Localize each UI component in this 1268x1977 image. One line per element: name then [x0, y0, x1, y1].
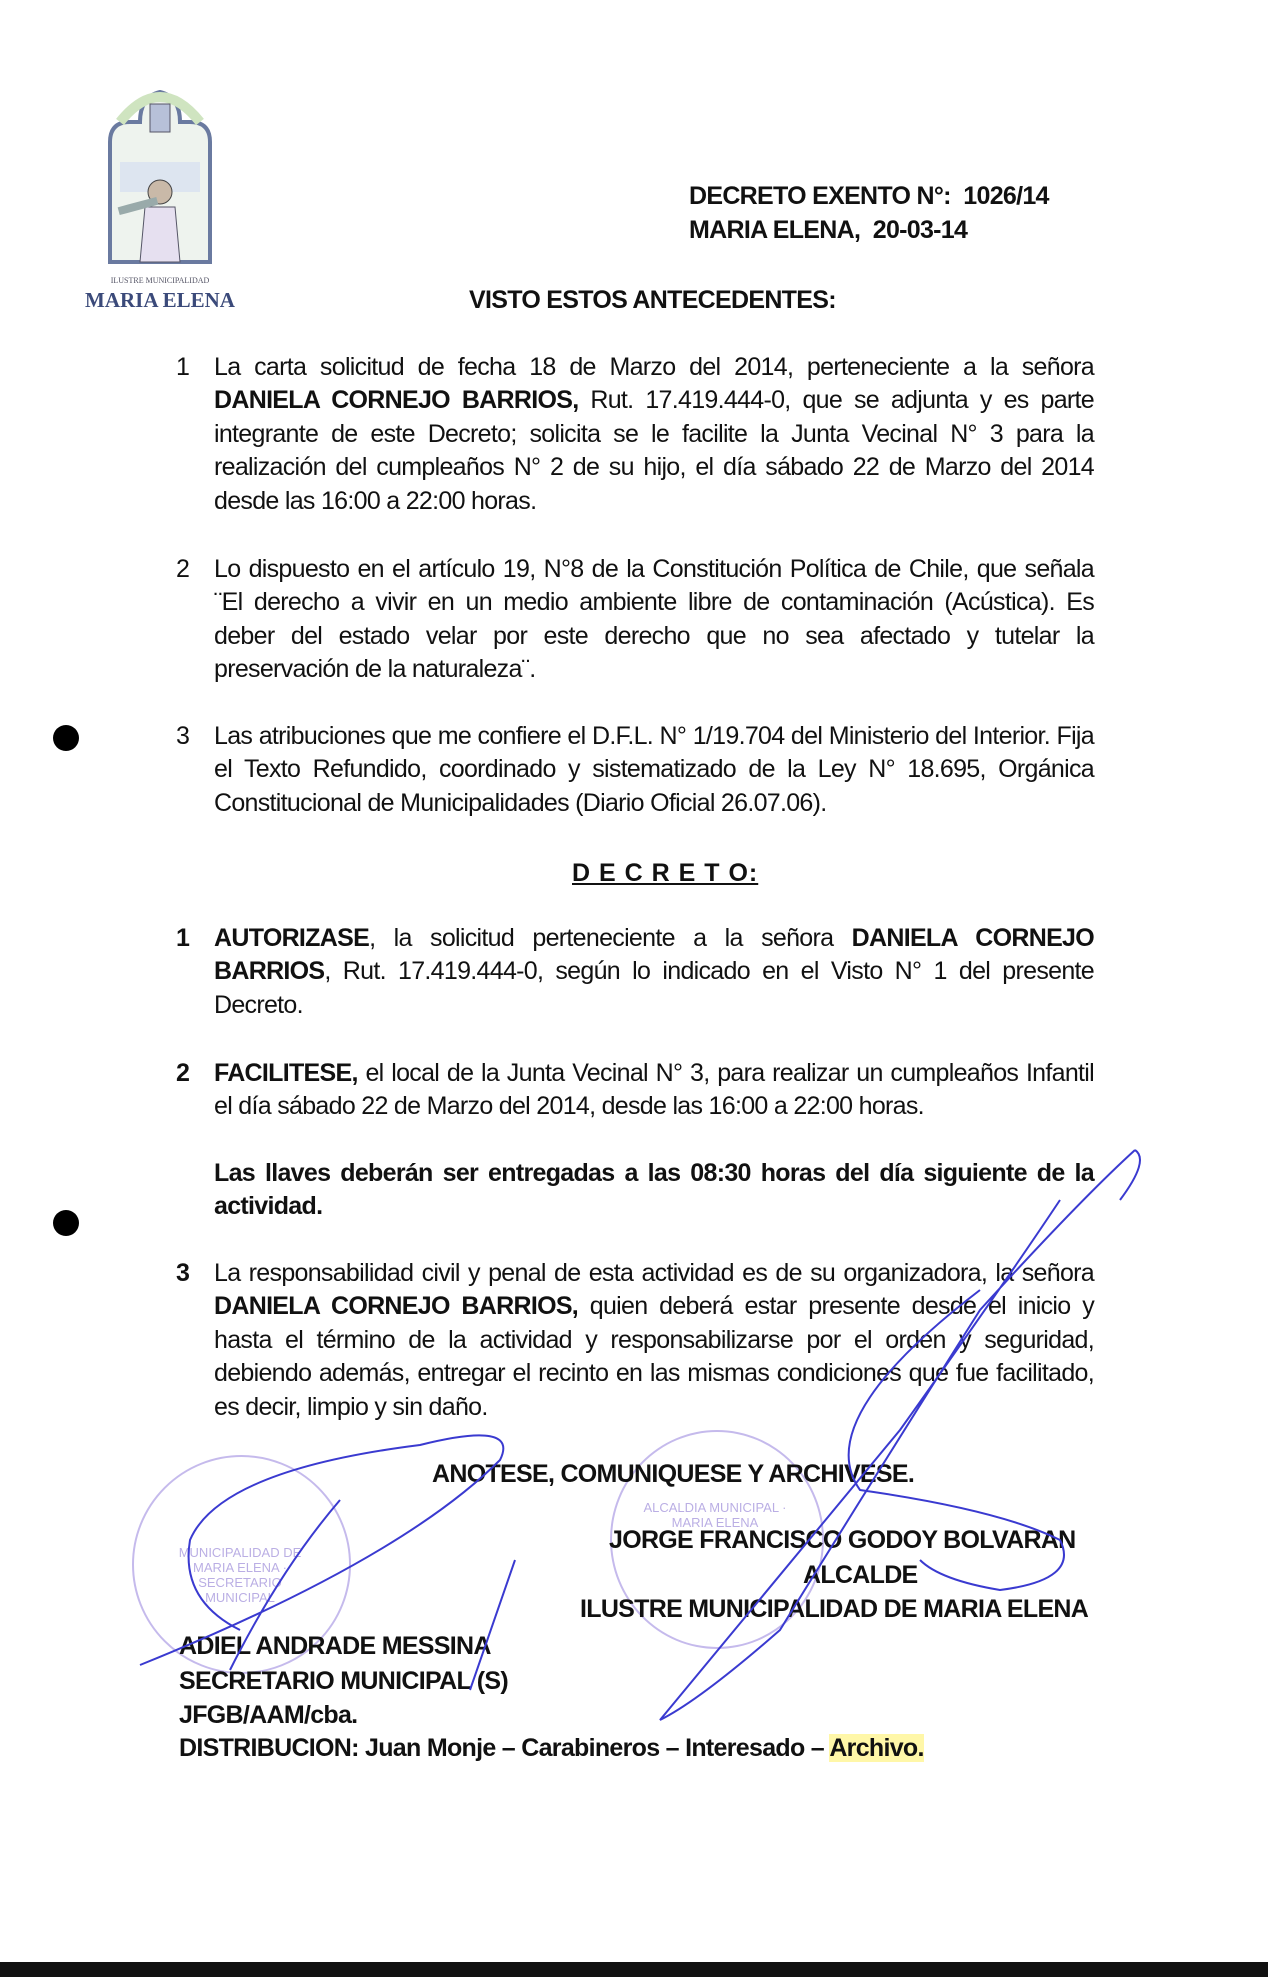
place: MARIA ELENA, — [689, 216, 861, 244]
decreto-title: D E C R E T O: — [572, 859, 759, 887]
punch-hole — [53, 1210, 79, 1236]
visto-item-text — [214, 553, 1094, 687]
municipal-logo — [100, 82, 220, 272]
visto-item-number: 3 — [176, 722, 190, 750]
initials: JFGB/AAM/cba. — [179, 1701, 358, 1729]
secretary-stamp-text: MUNICIPALIDAD DE MARIA ELENA · SECRETARIO MUNICIPAL — [178, 1545, 302, 1605]
decreto-item-number: 3 — [176, 1259, 190, 1287]
visto-item-text — [214, 351, 1094, 518]
visto-item-number: 1 — [176, 353, 190, 381]
bold-text: AUTORIZASE — [214, 924, 370, 952]
mayor-stamp-text: ALCALDIA MUNICIPAL · MARIA ELENA — [643, 1500, 787, 1530]
decree-number-line — [689, 180, 1049, 213]
bold-text: FACILITESE, — [214, 1059, 358, 1087]
decreto-item-text — [214, 1057, 1094, 1124]
closing-formula: ANOTESE, COMUNIQUESE Y ARCHIVESE. — [432, 1460, 915, 1488]
text: Las atribuciones que me confiere el D.F.L. N° 1/19.704 del Ministerio del Interior. Fija el Texto Refundido, coordinado y sistematizado de la Ley N° 18.695, Orgánica Constitucional de Municipalidades (Diario Oficial 26.07.06). — [214, 722, 1094, 817]
logo-small-text: ILUSTRE MUNICIPALIDAD — [110, 276, 210, 285]
place-date-line — [689, 214, 967, 247]
text: quien deberá estar presente desde el inicio y hasta el término de la actividad y responsabilizarse por el orden y seguridad, debiendo además, entregar el recinto en las mismas condiciones que fue facilitado, es decir, limpio y sin daño. — [214, 1292, 1094, 1421]
visto-item-number: 2 — [176, 555, 190, 583]
scan-bottom-edge — [0, 1962, 1268, 1977]
distribution — [179, 1732, 924, 1765]
bold-text: DANIELA CORNEJO BARRIOS — [214, 924, 1094, 986]
visto-title: VISTO ESTOS ANTECEDENTES: — [469, 286, 836, 314]
decreto-item-text — [214, 1157, 1094, 1224]
text: , la solicitud perteneciente a la señora — [369, 924, 852, 952]
secretary-name: ADIEL ANDRADE MESSINA — [179, 1632, 491, 1660]
distribution-label: DISTRIBUCION: — [179, 1734, 359, 1762]
text: Rut. 17.419.444-0, que se adjunta y es parte integrante de este Decreto; solicita se le facilite la Junta Vecinal N° 3 para la realización del cumpleaños N° 2 de su hijo, el día sábado 22 de Marzo del 2014 desde las 16:00 a 22:00 horas. — [214, 386, 1095, 515]
secretary-title: SECRETARIO MUNICIPAL (S) — [179, 1667, 509, 1695]
bold-text: DANIELA CORNEJO BARRIOS, — [214, 386, 579, 415]
distribution-highlighted: Archivo. — [829, 1734, 924, 1762]
bold-text: DANIELA CORNEJO BARRIOS, — [214, 1292, 579, 1321]
punch-hole — [53, 725, 79, 751]
text: Lo dispuesto en el artículo 19, N°8 de la Constitución Política de Chile, que señala ¨El derecho a vivir en un medio ambiente libre de contaminación (Acústica). Es deber del estado velar por este derecho que no sea afectado y tutelar la preservación de la naturaleza¨. — [214, 555, 1094, 684]
decreto-item-text — [214, 922, 1094, 1022]
text: La carta solicitud de fecha 18 de Marzo del 2014, perteneciente a la señora — [214, 353, 1094, 381]
decree-label: DECRETO EXENTO N°: — [689, 182, 951, 210]
text: , Rut. 17.419.444-0, según lo indicado en el Visto N° 1 del presente Decreto. — [214, 957, 1094, 1019]
text: La responsabilidad civil y penal de esta actividad es de su organizadora, la señora — [214, 1259, 1094, 1287]
decreto-item-number: 1 — [176, 924, 190, 952]
date: 20-03-14 — [872, 216, 968, 244]
decree-number: 1026/14 — [963, 182, 1049, 210]
mayor-name: JORGE FRANCISCO GODOY BOLVARAN — [609, 1526, 1076, 1554]
logo-name: MARIA ELENA — [85, 288, 235, 312]
distribution-text: Juan Monje – Carabineros – Interesado – — [358, 1734, 830, 1762]
mayor-org: ILUSTRE MUNICIPALIDAD DE MARIA ELENA — [580, 1595, 1089, 1623]
bold-text: Las llaves deberán ser entregadas a las 08:30 horas del día siguiente de la actividad. — [214, 1159, 1094, 1221]
visto-item-text — [214, 720, 1094, 820]
text: el local de la Junta Vecinal N° 3, para realizar un cumpleaños Infantil el día sábado 22 de Marzo del 2014, desde las 16:00 a 22:00 horas. — [214, 1059, 1094, 1121]
decreto-item-text — [214, 1257, 1094, 1424]
mayor-title: ALCALDE — [803, 1561, 918, 1589]
decreto-item-number: 2 — [176, 1059, 190, 1087]
